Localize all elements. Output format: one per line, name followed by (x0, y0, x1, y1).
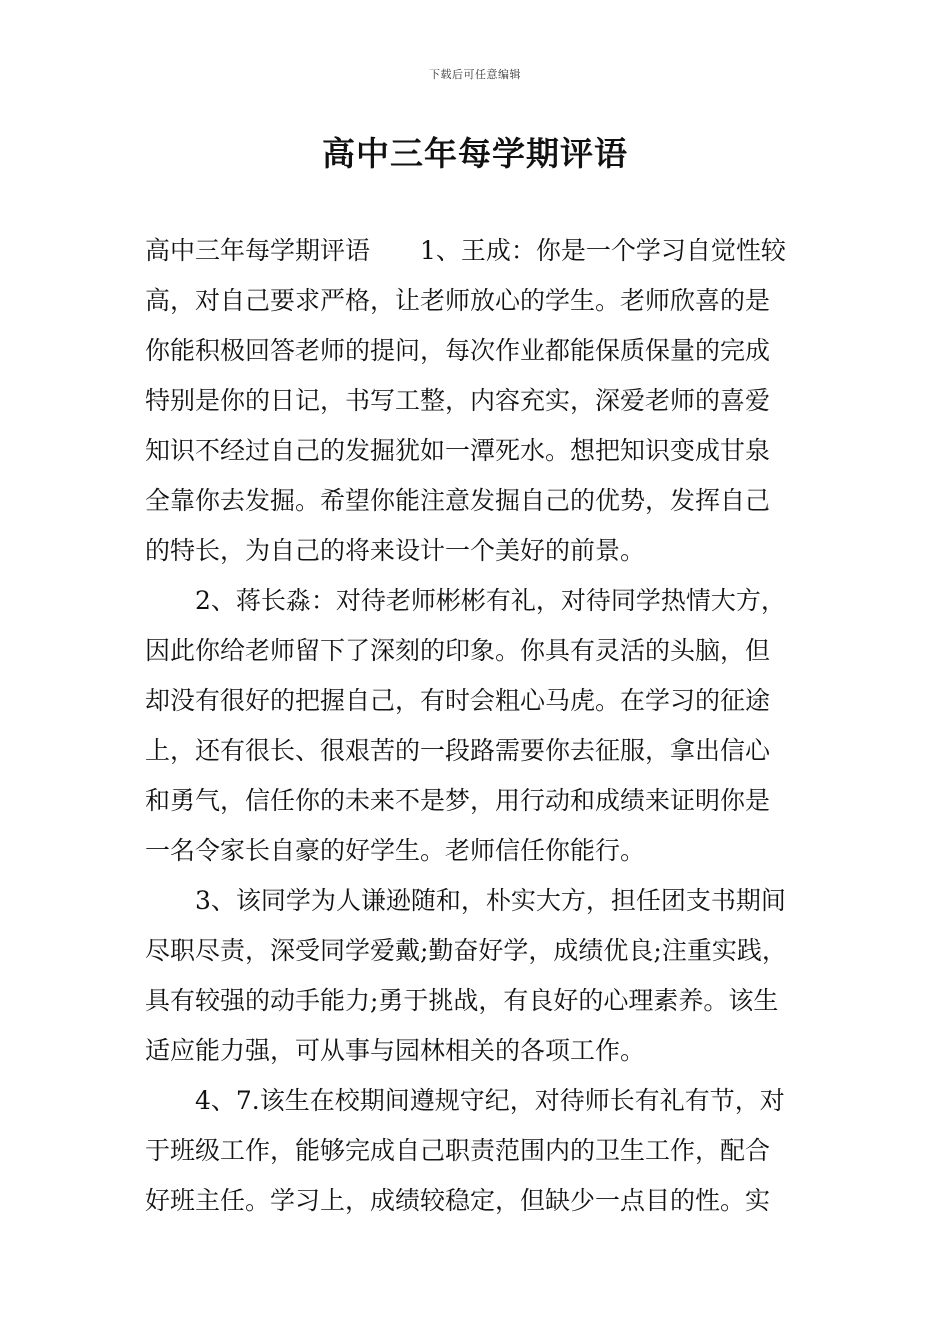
body-line: 具有较强的动手能力;勇于挑战，有良好的心理素养。该生 (145, 986, 779, 1015)
body-line: 好班主任。学习上，成绩较稳定，但缺少一点目的性。实 (145, 1186, 771, 1215)
body-line: 高，对自己要求严格，让老师放心的学生。老师欣喜的是 (145, 286, 771, 315)
body-line: 尽职尽责，深受同学爱戴;勤奋好学，成绩优良;注重实践， (145, 936, 787, 965)
document-body (145, 226, 825, 1226)
body-line: 却没有很好的把握自己，有时会粗心马虎。在学习的征途 (145, 686, 771, 715)
body-line: 3、该同学为人谦逊随和，朴实大方，担任团支书期间 (145, 886, 786, 915)
body-line: 知识不经过自己的发掘犹如一潭死水。想把知识变成甘泉 (145, 436, 771, 465)
body-line: 4、7.该生在校期间遵规守纪，对待师长有礼有节，对 (145, 1086, 785, 1115)
body-line: 和勇气，信任你的未来不是梦，用行动和成绩来证明你是 (145, 786, 771, 815)
document-title: 高中三年每学期评语 (322, 134, 628, 173)
header-note: 下载后可任意编辑 (429, 68, 521, 81)
body-line: 全靠你去发掘。希望你能注意发掘自己的优势，发挥自己 (145, 486, 771, 515)
body-line: 2、蒋长淼：对待老师彬彬有礼，对待同学热情大方， (145, 586, 786, 615)
body-line: 于班级工作，能够完成自己职责范围内的卫生工作，配合 (145, 1136, 771, 1165)
body-line: 上，还有很长、很艰苦的一段路需要你去征服，拿出信心 (145, 736, 771, 765)
body-line: 的特长，为自己的将来设计一个美好的前景。 (145, 536, 646, 565)
body-line: 一名令家长自豪的好学生。老师信任你能行。 (145, 836, 646, 865)
body-line: 特别是你的日记，书写工整，内容充实，深爱老师的喜爱 (145, 386, 771, 415)
body-line: 适应能力强，可从事与园林相关的各项工作。 (145, 1036, 646, 1065)
body-line: 因此你给老师留下了深刻的印象。你具有灵活的头脑，但 (145, 636, 771, 665)
body-line: 高中三年每学期评语 1、王成：你是一个学习自觉性较 (145, 236, 786, 265)
body-line: 你能积极回答老师的提问，每次作业都能保质保量的完成 (145, 336, 771, 365)
